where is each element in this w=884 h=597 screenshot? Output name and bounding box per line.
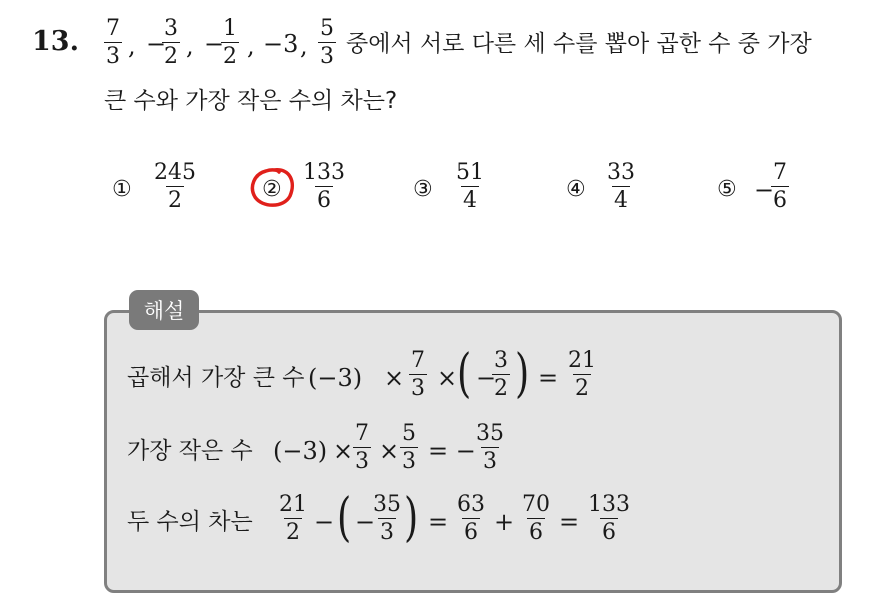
numerator: 133 — [303, 160, 345, 185]
choice-1-marker[interactable]: ① — [112, 177, 132, 202]
denominator: 6 — [317, 188, 331, 213]
denominator: 3 — [355, 449, 369, 474]
equals-minus: = − — [428, 437, 476, 465]
comma: , — [247, 32, 255, 60]
denominator: 2 — [168, 188, 182, 213]
numerator: 7 — [355, 421, 369, 446]
times-sign: × — [437, 364, 458, 392]
factor: (−3) — [308, 364, 363, 392]
question-text-line1: 중에서 서로 다른 세 수를 뽑아 곱한 수 중 가장 — [346, 31, 812, 57]
choice-5-fraction[interactable] — [771, 162, 789, 212]
solution-line3-label: 두 수의 차는 — [127, 509, 253, 535]
numerator: 35 — [476, 421, 504, 446]
integer-term: −3 — [263, 30, 299, 58]
fraction — [409, 350, 427, 400]
term-fraction — [221, 18, 239, 68]
denominator: 6 — [773, 188, 787, 213]
denominator: 3 — [483, 449, 497, 474]
denominator: 2 — [223, 44, 237, 69]
numerator: 1 — [223, 16, 237, 41]
fraction — [400, 423, 418, 473]
times-sign: × — [384, 364, 405, 392]
choice-3-marker[interactable]: ③ — [413, 177, 433, 202]
denominator: 6 — [464, 520, 478, 545]
term-fraction — [318, 18, 336, 68]
numerator: 7 — [106, 16, 120, 41]
numerator: 21 — [568, 348, 596, 373]
open-paren: ( — [457, 344, 472, 404]
close-paren: ) — [515, 344, 530, 404]
denominator: 6 — [529, 520, 543, 545]
numerator: 3 — [494, 348, 508, 373]
plus-sign: + — [494, 508, 515, 536]
comma: , — [186, 32, 194, 60]
fraction — [492, 350, 510, 400]
denominator: 3 — [380, 520, 394, 545]
numerator: 35 — [373, 492, 401, 517]
question-number: 13. — [32, 26, 79, 57]
equals-sign: = — [428, 508, 449, 536]
close-paren: ) — [404, 488, 419, 548]
choice-2-fraction[interactable] — [301, 162, 347, 212]
denominator: 4 — [463, 188, 477, 213]
equals-sign: = — [538, 364, 559, 392]
choice-1-fraction[interactable] — [152, 162, 198, 212]
result-fraction — [474, 423, 506, 473]
solution-line2-label: 가장 작은 수 — [127, 438, 253, 464]
minus-sign: − — [314, 508, 335, 536]
fraction — [371, 494, 403, 544]
fraction — [277, 494, 309, 544]
times-sign: × — [379, 437, 400, 465]
choice-3-fraction[interactable] — [454, 162, 486, 212]
numerator: 70 — [522, 492, 550, 517]
term-fraction — [104, 18, 122, 68]
numerator: 245 — [154, 160, 196, 185]
numerator: 133 — [588, 492, 630, 517]
numerator: 7 — [411, 348, 425, 373]
comma: , — [128, 32, 136, 60]
numerator: 51 — [456, 160, 484, 185]
denominator: 2 — [286, 520, 300, 545]
factor: (−3) — [273, 437, 328, 465]
minus-sign: − — [204, 30, 225, 58]
result-fraction — [586, 494, 632, 544]
numerator: 63 — [457, 492, 485, 517]
fraction — [520, 494, 552, 544]
equals-sign: = — [559, 508, 580, 536]
comma: , — [300, 32, 308, 60]
numerator: 33 — [607, 160, 635, 185]
denominator: 3 — [320, 44, 334, 69]
denominator: 4 — [614, 188, 628, 213]
solution-badge: 해설 — [129, 290, 199, 330]
term-fraction — [162, 18, 180, 68]
denominator: 3 — [402, 449, 416, 474]
denominator: 2 — [494, 376, 508, 401]
question-text-line2: 큰 수와 가장 작은 수의 차는? — [104, 88, 398, 114]
solution-line1-label: 곱해서 가장 큰 수 — [127, 365, 305, 391]
choice-4-fraction[interactable] — [605, 162, 637, 212]
denominator: 6 — [602, 520, 616, 545]
numerator: 7 — [773, 160, 787, 185]
denominator: 3 — [411, 376, 425, 401]
minus-sign: − — [146, 30, 167, 58]
denominator: 2 — [164, 44, 178, 69]
numerator: 3 — [164, 16, 178, 41]
choice-4-marker[interactable]: ④ — [566, 177, 586, 202]
numerator: 5 — [402, 421, 416, 446]
open-paren: ( — [337, 488, 352, 548]
times-sign: × — [333, 437, 354, 465]
minus-sign: − — [476, 364, 497, 392]
denominator: 2 — [575, 376, 589, 401]
fraction — [455, 494, 487, 544]
minus-sign: − — [754, 176, 775, 204]
fraction — [353, 423, 371, 473]
minus-sign: − — [355, 508, 376, 536]
numerator: 21 — [279, 492, 307, 517]
choice-2-marker[interactable]: ② — [262, 177, 282, 202]
denominator: 3 — [106, 44, 120, 69]
choice-5-marker[interactable]: ⑤ — [717, 177, 737, 202]
result-fraction — [566, 350, 598, 400]
numerator: 5 — [320, 16, 334, 41]
